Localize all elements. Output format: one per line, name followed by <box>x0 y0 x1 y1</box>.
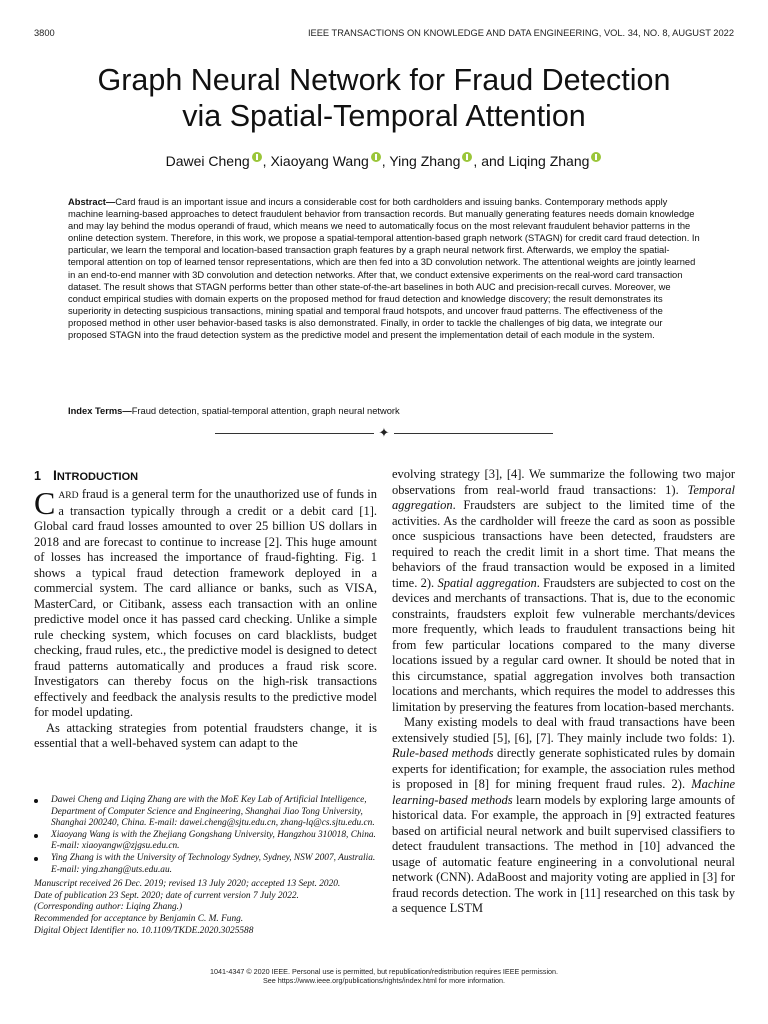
author-separator: , <box>262 153 271 169</box>
right-column <box>392 467 735 917</box>
section-heading <box>34 467 138 483</box>
paragraph-text: fraud is a general term for the unauthorized use of funds in a transaction typically through a credit or a debit card [1]. Global card fraud losses amounted to over 25 billion US dollars in 2018 and are forecast to continue to increase [2]. This huge amount of losses has increased the importance of fraud-fighting. Fig. 1 shows a typical fraud detection framework deployed in a commercial system. The card alliance or banks, such as VISA, MasterCard, or Citibank, assess each transaction with an online predictive model once it has passed card checking. Unlike a simple rule checking system, which focuses on card blacklists, budget checking, fraud rules, etc., the predictive model is designed to detect fraud patterns automatically and produces a fraud risk score. Investigators can thereby focus on the high-risk transactions effectively and feedback the analysis results to the predictive model for model updating. <box>34 487 377 719</box>
emphasis-term: Spatial aggregation <box>437 575 537 590</box>
title-line-1: Graph Neural Network for Fraud Detection <box>97 63 671 97</box>
footnotes <box>34 795 377 937</box>
bullet-icon <box>34 834 38 838</box>
orcid-icon[interactable] <box>591 152 601 162</box>
bullet-icon <box>34 799 38 803</box>
affiliation-footnote <box>34 830 377 853</box>
paragraph-text: . Fraudsters are subject to the limited time of the activities. As the cardholder will freeze the card as soon as possible once suspicious transactions have been detected, fraudsters are required to reach the credit limit in a short time. That means the behaviors of the fraud transaction would be exposed in a limited time. 2). <box>392 498 735 590</box>
publication-dates: Date of publication 23 Sept. 2020; date of current version 7 July 2022. <box>34 890 299 901</box>
orcid-icon[interactable] <box>252 152 262 162</box>
orcid-icon[interactable] <box>462 152 472 162</box>
author-list <box>40 152 728 169</box>
emphasis-term: Rule-based methods <box>392 746 494 760</box>
author-separator: , <box>381 153 390 169</box>
body-paragraph <box>34 487 377 721</box>
title-line-2: via Spatial-Temporal Attention <box>182 99 586 133</box>
author-name: Ying Zhang <box>389 153 461 169</box>
footnote-text: Ying Zhang is with the University of Technology Sydney, Sydney, NSW 2007, Australia. E-mail: ying.zhang@uts.edu.au. <box>51 852 376 875</box>
drop-cap: C <box>34 485 56 521</box>
body-paragraph: As attacking strategies from potential fraudsters change, it is essential that a well-behaved system can adapt to the <box>34 720 377 750</box>
paragraph-text: directly generate sophisticated rules by domain experts for identification; for example, the association rules method is proposed in [8] for mining frequent fraud rules. 2). <box>392 746 736 791</box>
paper-title <box>40 62 728 134</box>
doi[interactable]: Digital Object Identifier no. 10.1109/TKDE.2020.3025588 <box>34 925 254 936</box>
author-name: Xiaoyang Wang <box>270 153 369 169</box>
divider-ornament-icon: ✦ <box>374 424 394 442</box>
emphasis-term: Temporal aggregation <box>392 482 735 512</box>
paragraph-text: . Fraudsters are subjected to cost on the devices and merchants of transactions. That is, due to the economic constraints, fraudsters exploit few vulnerable merchants/devices more frequently, which leads to fraudulent transactions being hit from few particular locations compared to the many diverse locations issued by a regular card owner. It should be noted that in this circumstance, spatial aggregation involves both transaction locations and merchants, which requires the model to addresses this limitation by preserving the features from location-based merchants. <box>392 575 735 714</box>
copyright-line: 1041-4347 © 2020 IEEE. Personal use is permitted, but republication/redistribution requires IEEE permission. <box>209 967 559 976</box>
index-terms-label: Index Terms— <box>68 406 132 416</box>
index-terms-text: Fraud detection, spatial-temporal attention, graph neural network <box>131 406 400 416</box>
paragraph-text: Many existing models to deal with fraud transactions have been extensively studied [5], [6], [7]. They mainly include two folds: 1). <box>392 715 735 745</box>
orcid-icon[interactable] <box>371 152 381 162</box>
page-number: 3800 <box>34 28 55 38</box>
footnote-text: Xiaoyang Wang is with the Zhejiang Gongshang University, Hangzhou 310018, China. E-mail: xiaoyangw@zjgsu.edu.cn. <box>51 829 376 852</box>
author-separator: , <box>473 153 482 169</box>
abstract <box>68 196 700 341</box>
lead-smallcaps: ARD <box>58 490 79 501</box>
paragraph-text: evolving strategy [3], [4]. We summarize the following two major observations from real-world fraud transactions: 1). <box>392 467 735 497</box>
section-title-rest: NTRODUCTION <box>56 471 139 483</box>
copyright-notice <box>0 967 768 986</box>
affiliation-footnote <box>34 853 377 876</box>
body-paragraph <box>392 715 735 917</box>
emphasis-term: Machine learning-based methods <box>392 777 735 807</box>
corresponding-author: (Corresponding author: Liqing Zhang.) <box>34 902 183 913</box>
section-title-initial: I <box>52 467 57 483</box>
paragraph-text: learn models by exploring large amounts of historical data. For example, the approach in [9] extracted features based on artificial neural network and built supervised classifiers to detect fraudulent transactions. The method in [10] advanced the usage of automatic feature engineering in a convolutional neural network (CNN). AdaBoost and majority voting are applied in [3] for fraud records detection. The work in [11] researched on this task by a sequence LSTM <box>392 792 735 915</box>
section-number: 1 <box>34 469 41 483</box>
affiliation-footnote <box>34 795 377 830</box>
rights-link[interactable]: See https://www.ieee.org/publications/rights/index.html for more information. <box>262 976 506 986</box>
index-terms <box>68 405 700 417</box>
manuscript-dates: Manuscript received 26 Dec. 2019; revised 13 July 2020; accepted 13 Sept. 2020. <box>34 879 341 890</box>
author-name: and Liqing Zhang <box>481 153 590 169</box>
abstract-text: Card fraud is an important issue and incurs a considerable cost for both cardholders and issuing banks. Contemporary methods apply machine learning-based approaches to detect fraudulent behavior from transaction records. But manually generating features needs domain knowledge and may lay behind the modus operandi of fraud, which means we need to automatically focus on the most relevant fraudulent behavior patterns in the online detection system. Therefore, in this work, we propose a spatial-temporal attention-based graph network (STAGN) for credit card fraud detection. In particular, we learn the temporal and location-based transaction graph features by a graph neural network first. Afterwards, we employ the spatial-temporal attention on top of learned tensor representations, which are then fed into a 3D convolution network. The attentional weights are jointly learned in an end-to-end manner with 3D convolution and detection networks. After that, we conduct extensive experiments on the real-word card transaction dataset. The result shows that STAGN performs better than other state-of-the-art baselines in both AUC and precision-recall curves. Moreover, we conduct empirical studies with domain experts on the proposed method for fraud detection and knowledge discovery; the result demonstrates its superiority in detecting suspicious transactions, mining spatial and temporal fraud hotspots, and uncover fraud patterns. The effectiveness of the proposed method in other user behavior-based tasks is also demonstrated. Finally, in order to tackle the challenges of big data, we integrate our proposed STAGN into the fraud detection system as the predictive model and present the implementation detail of each module in the system. <box>68 197 700 341</box>
running-head <box>34 28 734 42</box>
author-name: Dawei Cheng <box>165 153 250 169</box>
footnote-text: Dawei Cheng and Liqing Zhang are with the MoE Key Lab of Artificial Intelligence, Department of Computer Science and Engineering, Shanghai Jiao Tong University, Shanghai 200240, China. E-mail: dawei.cheng@sjtu.edu.cn, zhang-lq@cs.sjtu.edu.cn. <box>51 795 375 829</box>
left-column <box>34 487 377 752</box>
bullet-icon <box>34 857 38 861</box>
manuscript-info <box>34 879 377 937</box>
journal-name: IEEE TRANSACTIONS ON KNOWLEDGE AND DATA ENGINEERING, VOL. 34, NO. 8, AUGUST 2022 <box>307 28 734 38</box>
recommended-by: Recommended for acceptance by Benjamin C. M. Fung. <box>34 913 244 924</box>
abstract-label: Abstract— <box>68 197 116 207</box>
body-paragraph <box>392 467 735 715</box>
